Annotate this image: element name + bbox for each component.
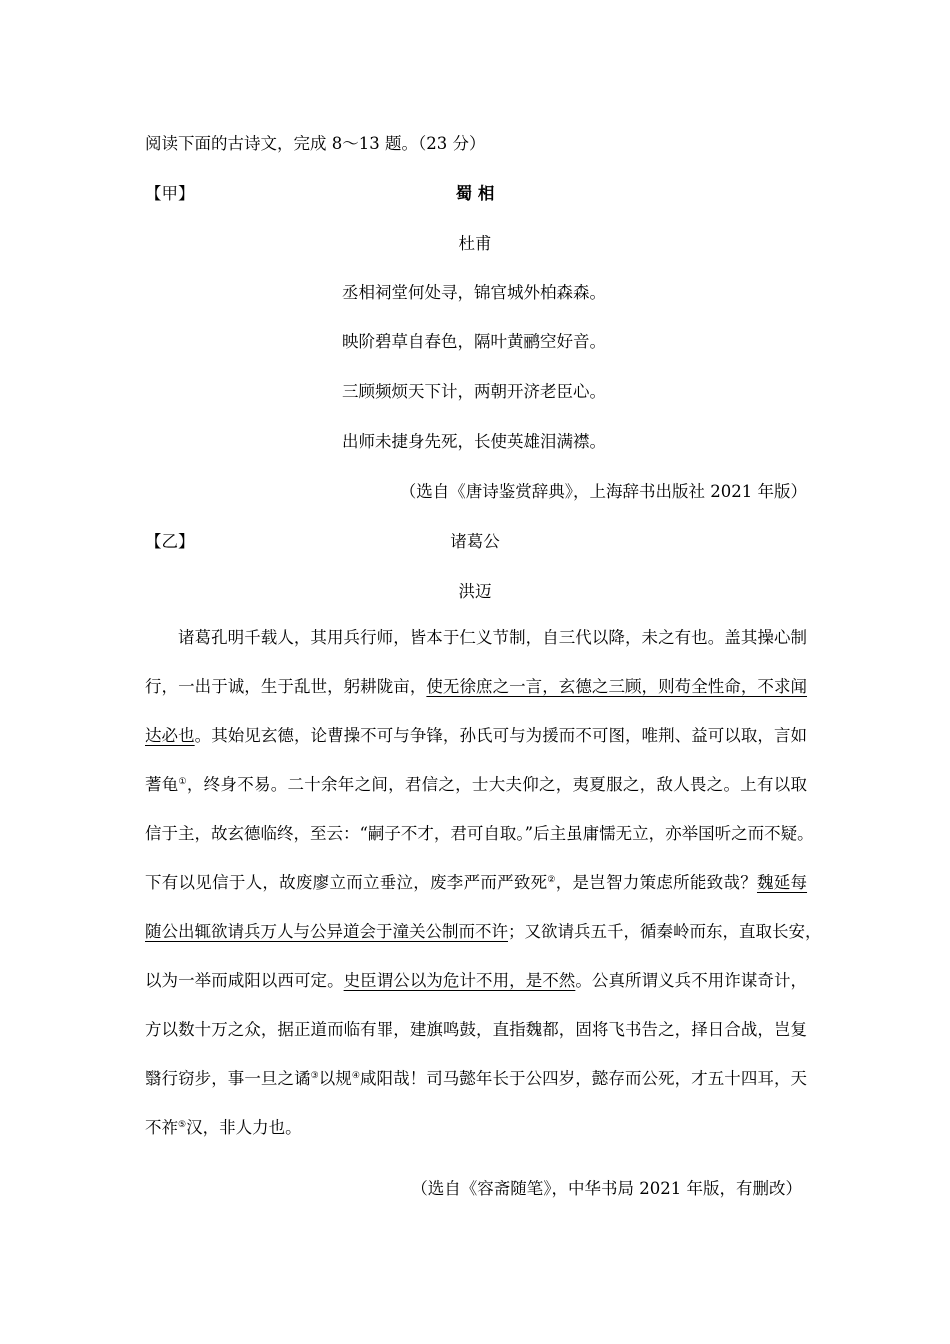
footnote-marker: ③ (310, 1071, 319, 1081)
question-intro: 阅读下面的古诗文，完成 8～13 题。（23 分） (145, 134, 486, 153)
poem-line: 三顾频烦天下计，两朝开济老臣心。 (342, 382, 606, 401)
essay-line: 下有以见信于人，故废廖立而立垂泣，废李严而严致死②，是岂智力策虑所能致哉？魏延每 (145, 873, 808, 892)
underlined-sentence-3: 史臣谓公以为危计不用，是不然 (343, 971, 576, 990)
essay-line: 方以数十万之众，据正道而临有罪，建旗鸣鼓，直指魏都，固将飞书告之，择日合战，岂复 (145, 1020, 807, 1039)
poem-author: 杜甫 (458, 234, 492, 253)
essay-line: 翳行窃步，事一旦之谲③以规④咸阳哉！司马懿年长于公四岁，懿存而公死，才五十四耳，天 (145, 1069, 808, 1088)
essay-title: 诸葛公 (450, 532, 500, 551)
poem-title: 蜀 相 (455, 184, 495, 203)
essay-line: 达必也。其始见玄德，论曹操不可与争锋，孙氏可与为援而不可图，唯荆、益可以取，言如 (145, 726, 808, 745)
footnote-marker: ② (547, 875, 556, 885)
footnote-marker: ① (178, 777, 187, 787)
essay-source: （选自《容斋随笔》，中华书局 2021 年版，有删改） (411, 1179, 802, 1198)
essay-author: 洪迈 (458, 582, 492, 601)
essay-line: 诸葛孔明千载人，其用兵行师，皆本于仁义节制，自三代以降，未之有也。盖其操心制 (178, 628, 807, 647)
poem-source: （选自《唐诗鉴赏辞典》，上海辞书出版社 2021 年版） (399, 482, 807, 501)
underlined-sentence-1: 使无徐庶之一言，玄德之三顾，则苟全性命，不求闻 (426, 677, 808, 696)
poem-line: 丞相祠堂何处寻，锦官城外柏森森。 (342, 283, 606, 302)
poem-line: 出师未捷身先死，长使英雄泪满襟。 (342, 432, 606, 451)
essay-line: 行，一出于诚，生于乱世，躬耕陇亩，使无徐庶之一言，玄德之三顾，则苟全性命，不求闻 (145, 677, 808, 696)
essay-line: 随公出辄欲请兵万人与公异道会于潼关公制而不许；又欲请兵五千，循秦岭而东，直取长安， (145, 922, 822, 941)
essay-line: 不祚⑤汉，非人力也。 (145, 1118, 302, 1137)
essay-line: 蓍龟①，终身不易。二十余年之间，君信之，士大夫仰之，夷夏服之，敌人畏之。上有以取 (145, 775, 808, 794)
poem-line: 映阶碧草自春色，隔叶黄鹂空好音。 (342, 332, 606, 351)
essay-line: 信于主，故玄德临终，至云：“嗣子不才，君可自取。”后主虽庸懦无立，亦举国听之而不疑。 (145, 824, 814, 843)
essay-line: 以为一举而咸阳以西可定。史臣谓公以为危计不用，是不然。公真所谓义兵不用诈谋奇计， (145, 971, 808, 990)
underlined-sentence-2: 魏延每 (756, 873, 808, 892)
underlined-sentence-1: 达必也 (145, 726, 195, 745)
essay-body (145, 613, 822, 1152)
underlined-sentence-2: 随公出辄欲请兵万人与公异道会于潼关公制而不许 (145, 922, 508, 941)
part-b-tag: 【乙】 (145, 532, 195, 551)
footnote-marker: ⑤ (178, 1120, 187, 1130)
part-a-tag: 【甲】 (145, 184, 195, 203)
footnote-marker: ④ (351, 1071, 360, 1081)
